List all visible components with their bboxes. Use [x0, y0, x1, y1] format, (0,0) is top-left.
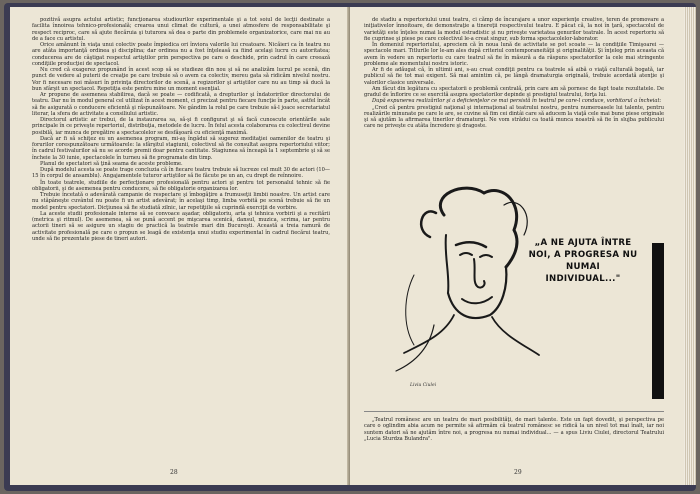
paragraph: După expunerea realizărilor şi a deficienţelor ce mai persistă în teatrul pe care-l conduce, vorbitorul a încheiat: [372, 98, 662, 105]
left-page-text [32, 17, 330, 242]
paragraph: După modelul acesta se poate trage concluzia că în fiecare teatru trebuie să lucreze cel mult 30 de actori (10—15 în corpul de ansamblu). Angajamentele tuturor artiştilor să fie făcute pe un an, cu drept de reînnoire. [32, 167, 330, 180]
paragraph: „Teatrul românesc are un teatru de mari posibilităţi, de mari talente. Este un fapt dovedit, şi perspectiva pe care o oglindim abia acum ne permite să afirmăm că teatrul românesc se ridică la un nivel tot mai înalt, iar noi suntem datori să ne ajutăm între noi, a progresa nu numai individual... — a spus Liviu Ciulei, directorul Teatrului „Lucia Sturdza Bulandra". [364, 417, 664, 442]
right-page-text [364, 17, 664, 130]
page-number: 29 [514, 469, 522, 476]
paragraph: Ar propune de asemenea stabilirea, dacă se poate — codificată, a drepturilor şi îndatoririlor directorului de teatru. Dar nu în modul general cel utilizat în acest moment, ci precizat pentru fiecare funcţie în parte, astfel încât să fie asigurată o conducere eficientă şi răspunzătoare. Ne gândim la rolul pe care trebuie să-l joace secretariatul literar, la sfera de activitate a consiliului artistic. [32, 92, 330, 117]
page-edges [684, 7, 696, 485]
paragraph: În toate teatrele, studiile de perfecţionare profesională pentru actori şi pentru tot personalul tehnic să fie obligatorii, şi de asemenea pentru conducere, să fie obligatorie organizarea lor. [32, 179, 330, 192]
paragraph: În domeniul repertoriului, apreciem că în noua lună de activitate se pot scoate — la condiţiile Timişoarei — spectacole mari. Titlurile lor le-am ales după criteriul contemporaneităţii şi originalităţii. Şi înţeleg prin aceasta că avem în vedere un repertoriu cu care teatrul să fie în măsură a da răspuns spectatorilor la cele mai stringente probleme ale momentului nostru istoric. [364, 42, 664, 67]
decorative-bar [652, 243, 664, 399]
paragraph: pozitivă asupra actului artistic; funcţionarea studiourilor experimentale şi a tot soiul de lecţii destinate a facilita înnoirea tehnico-profesională; crearea unui climat de cultură, a unei atmosfere de responsabilitate şi respect reciproc, care să ajute fiecăruia şi tuturora să dea o parte din problemele organizatorice, care mai nu au de a face cu artistul. [32, 17, 330, 42]
portrait-sketch [374, 175, 544, 377]
paragraph: Dacă ar fi să schiţez eu un asemenea program, mi-aş îngădui să sugerez meditaţiei oamenilor de teatru şi forurilor corespunzătoare următoarele: la sfârşitul stagiunii, colectivul să fie consultat asupra repertoriului viitor; în cadrul festivalurilor să nu se acorde premii doar pentru cantitate. Stagiunea să înceapă la 1 septembrie şi să se încheie la 30 iunie, spectacolele în turneu să fie programate din timp. [32, 135, 330, 161]
right-page [350, 7, 686, 485]
paragraph: Am făcut din legătura cu spectatorii o problemă centrală, prin care am să pornesc de fapt toate rezultatele. De gradul de înflorire ce se exercită asupra spectatorilor depinde şi prestigiul teatrului, forţa lui. [364, 85, 664, 98]
paragraph: Directorul artistic ar trebui, de la instaurarea sa, să-şi fi configurat şi să facă cunoscute orientările sale principale în ce priveşte repertoriul, distribuţia, metodele de lucru. În felul acesta colaborarea cu colectivul devine posibilă, iar munca de pregătire a spectacolelor se desfăşoară cu eficienţă maximă. [32, 117, 330, 136]
left-page [10, 7, 349, 485]
paragraph: Orice amănunt în viaţa unui colectiv poate împiedica ori înviora valorile lui creatoare. Nicăieri ca în teatru nu are atâta importanţă ordinea şi disciplina; dar ordinea nu a fost înţeleasă ca fiind acelaşi lucru cu autoritatea; conducerea are de câştigat respectul artiştilor prin perspectiva pe care o deschide, prin cadrul în care creează condiţiile producţiei de spectacol. [32, 42, 330, 67]
closing-quote-text [364, 417, 664, 442]
page-number: 28 [170, 469, 178, 476]
paragraph: de stadiu a repertoriului unui teatru, ci cămp de încurajare a unor experienţe creative, teren de promovare a iniţiativelor înnoitoare, de demonstraţie a tinereţii respectivului teatru. E păcat că, la noi în ţară, spectacolul de varietăţi este înţeles numai la modul estradistic şi nu priveşte varietatea genurilor teatrale. În acest repertoriu să fie cuprinse şi piese pe care colectivul le-a creat singur, sub forma spectacolelor-laborator. [364, 17, 664, 42]
paragraph: Ar fi de adăugat că, în ultimii ani, s-au creat condiţii pentru ca teatrele să aibă o viaţă culturală bogată, iar publicul să fie tot mai exigent. Să mai amintim că, pe lângă dramaturgia originală, trebuie acordată atenţie şi valorilor clasice universale. [364, 67, 664, 86]
open-book [4, 3, 696, 491]
paragraph: Planul de spectatori să ţină seama de aceste probleme. [40, 160, 183, 167]
paragraph: Trebuie încetată o adevărată campanie de respectare şi îmbogăţire a frumuseţii limbii noastre. Un artist care nu stăpâneşte cuvântul nu poate fi un artist adevărat; în acelaşi timp, limba vorbită pe scenă trebuie să fie un model pentru spectatori. Dicţiunea să fie studiată zilnic, iar repetiţiile să cuprindă exerciţii de vorbire. [32, 192, 330, 211]
paragraph: „Cred că pentru prestigiul naţional şi internaţional al teatrului nostru, pentru numeroasele lui talente, pentru realizările minunate pe care le are, se cuvine să fim cei dintâi care să aducem la viaţă cele mai bune piese originale şi să ajutăm la afirmarea tinerilor dramaturgi. Ne vom strădui ca toată munca noastră să fie în slujba publicului care ne priveşte cu atâta încredere şi dragoste. [364, 104, 664, 130]
portrait-caption: Liviu Ciulei [410, 383, 437, 388]
paragraph: La aceste studii profesionale interne să se convoace aşadar, obligatoriu, arta şi tehnica vorbirii şi a recitării (metrica şi ritmul). De asemenea, să se pună accent pe mişcarea scenică, dansul, muzica, scrima, iar pentru actorii tineri să se asigure un stagiu de practică la teatrele mari din Bucureşti. Această a treia ramură de activitate profesională pe care o propun se leagă de existenţa unui studiu experimental în cadrul fiecărui teatru, unde să fie prezentate piese de tineri autori. [32, 210, 330, 242]
paragraph: Nu cred că exagerez propunând în acest scop să se studieze din nou şi să ne analizăm lucrul pe scenă, din punct de vedere al puterii de creaţie pe care trebuie să o avem ca colectiv, mereu gata să ridicăm nivelul nostru. Vor fi necesare noi măsuri în privinţa directorilor de scenă, a regizorilor şi artiştilor care nu au timp să ducă la bun sfârşit un spectacol. Repetiţia este pentru mine un moment esenţial. [32, 67, 330, 92]
divider [364, 411, 664, 412]
pull-quote: „A NE AJUTA ÎNTRE NOI, A PROGRESA NU NUMAI INDIVIDUAL..." [528, 238, 638, 284]
